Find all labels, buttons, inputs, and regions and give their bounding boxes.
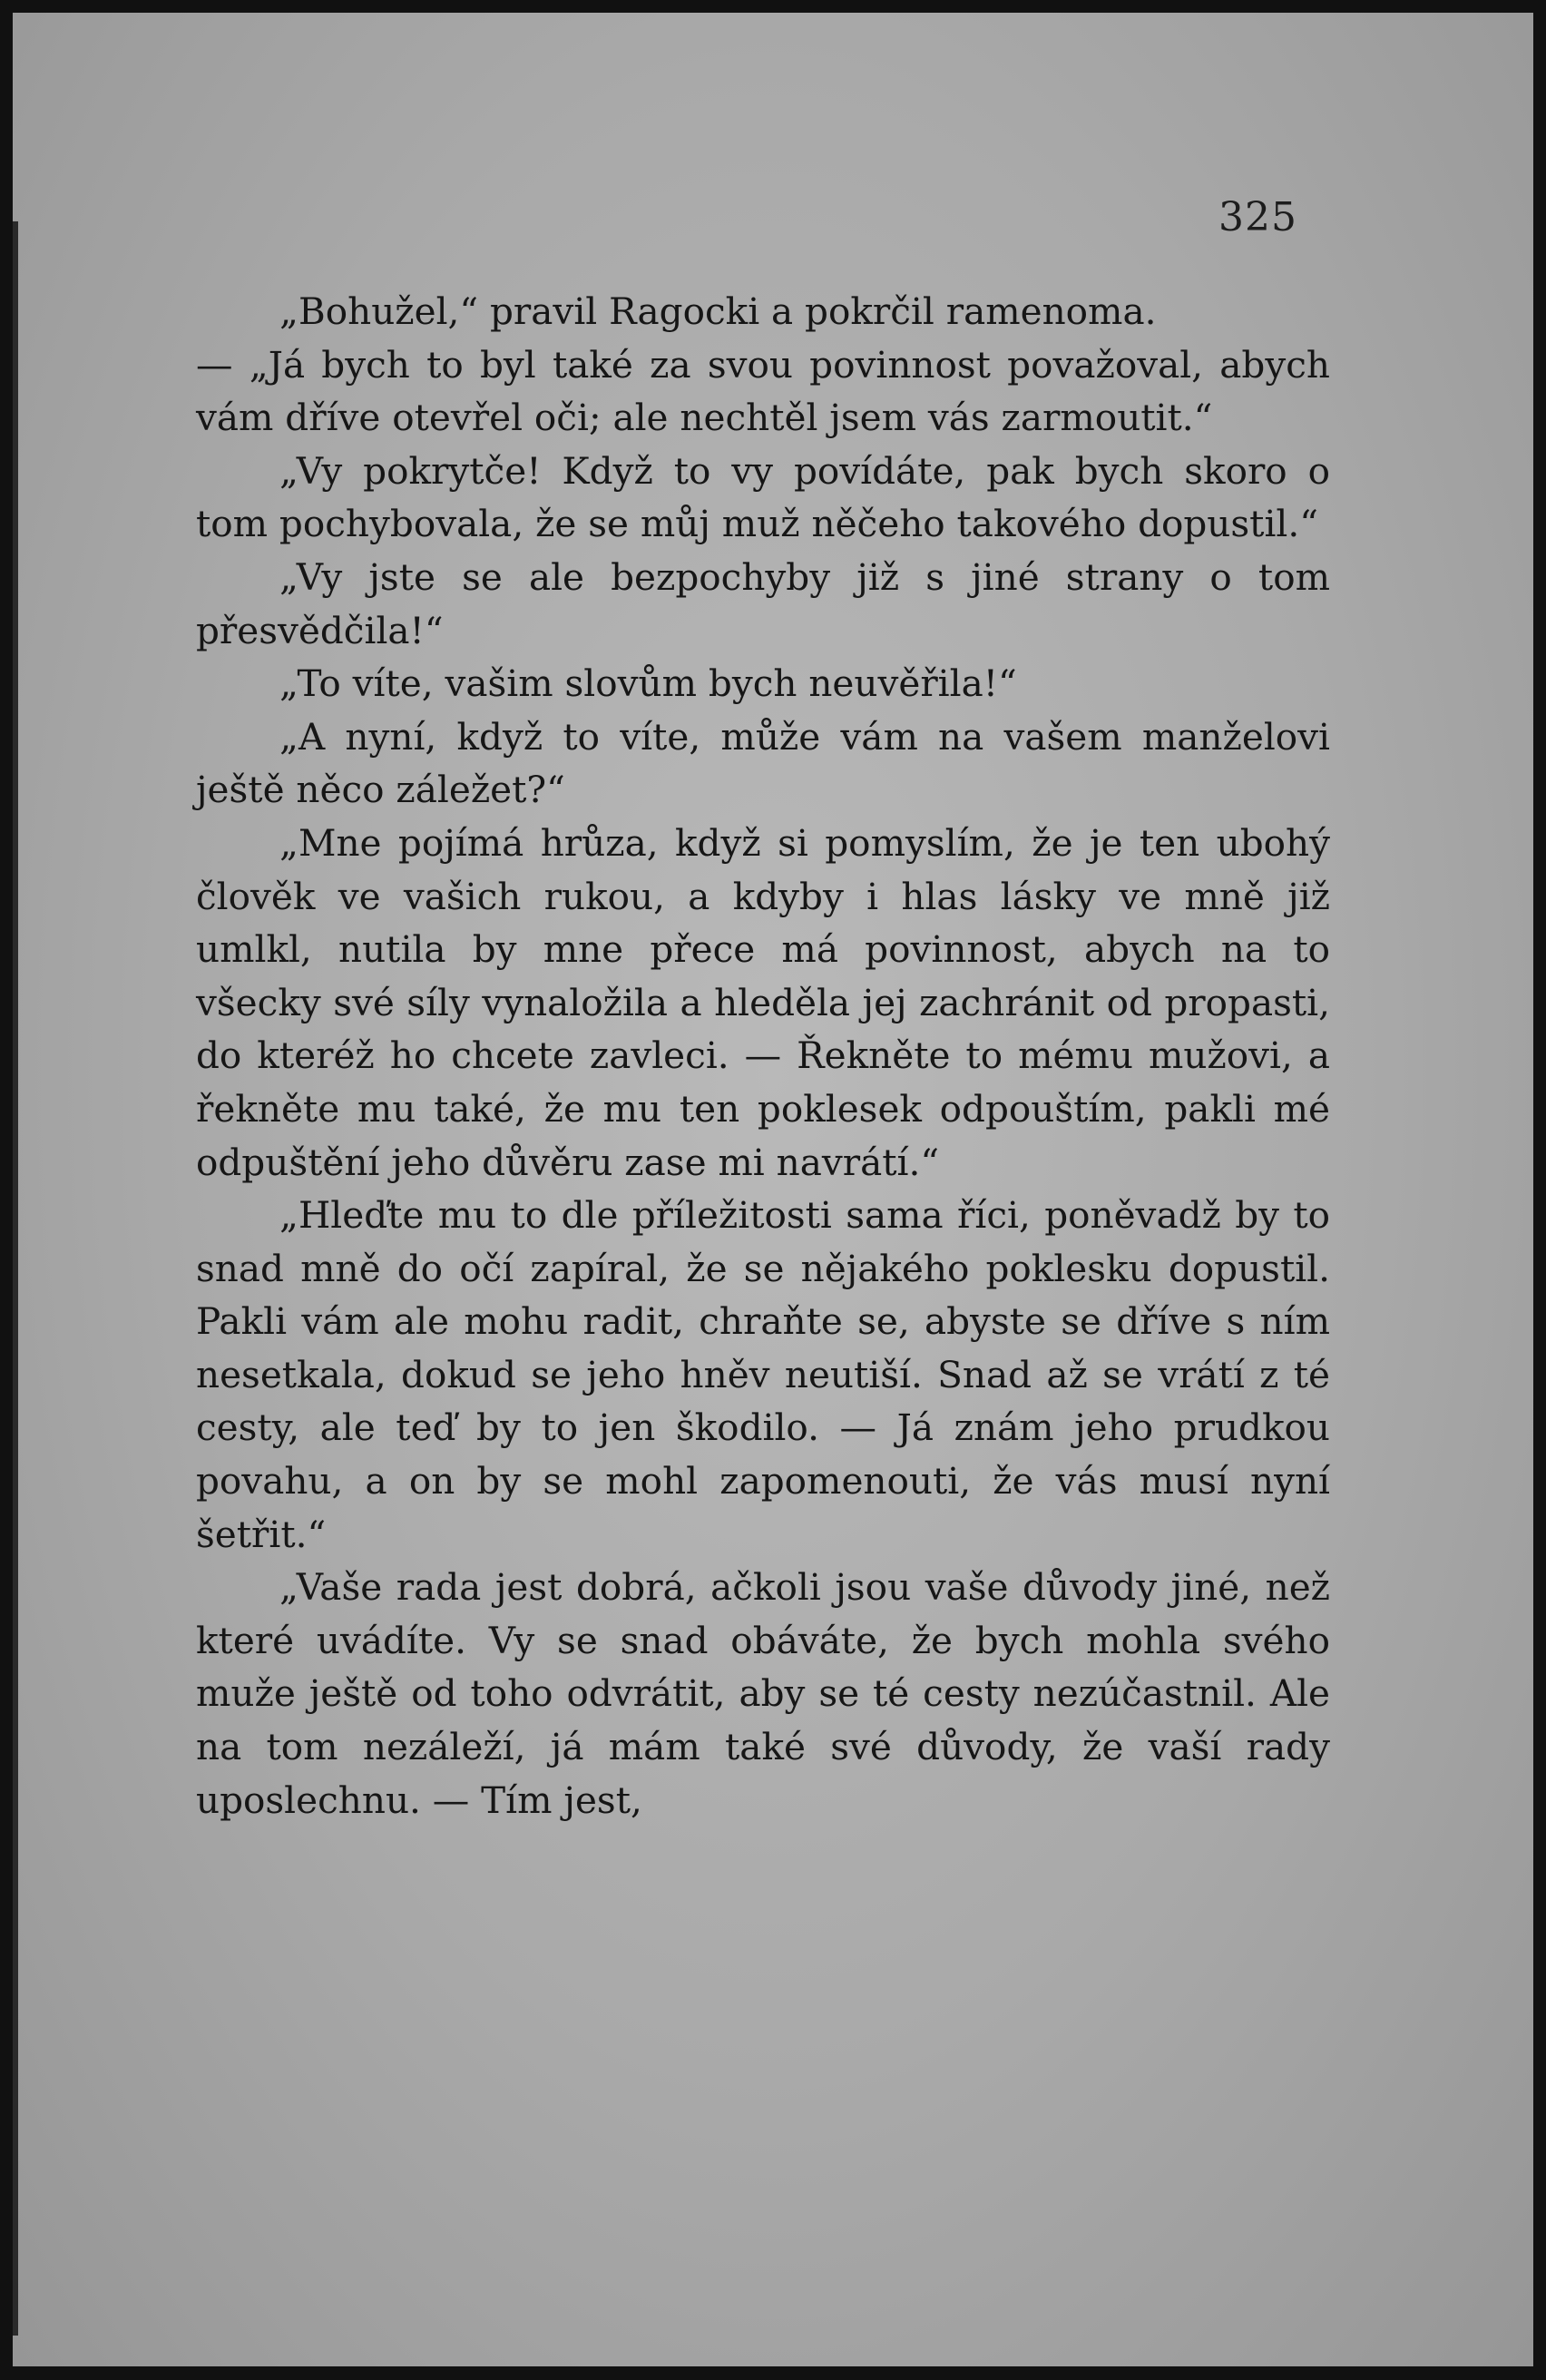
paragraph-9: „Vaše rada jest dobrá, ačkoli jsou vaše důvody jiné, než které uvádíte. Vy se snad obáváte, že bych mohla svého muže ještě od toho odvrátit, aby se té cesty nezúčastnil. Ale na tom nezáleží, já mám také své důvody, že vaší rady uposlechnu. — Tím jest, <box>196 1565 1330 1822</box>
paragraph-2: — „Já bych to byl také za svou povinnost považoval, abych vám dříve otevřel oči; ale nechtěl jsem vás zarmoutit.“ <box>196 342 1330 440</box>
body-text <box>196 285 1330 1827</box>
paragraph-3: „Vy pokrytče! Když to vy povídáte, pak bych skoro o tom pochybovala, že se můj muž něčeho takového dopustil.“ <box>196 448 1330 546</box>
paragraph-7: „Mne pojímá hrůza, když si pomyslím, že je ten ubohý člověk ve vašich rukou, a kdyby i hlas lásky ve mně již umlkl, nutila by mne přece má povinnost, abych na to všecky své síly vynaložila a hleděla jej zachránit od propasti, do kteréž ho chcete zavleci. — Řekněte to mému mužovi, a řekněte mu také, že mu ten poklesek odpouštím, pakli mé odpuštění jeho důvěru zase mi navrátí.“ <box>196 820 1330 1184</box>
book-page <box>13 13 1533 2366</box>
paragraph-8: „Hleďte mu to dle příležitosti sama říci, poněvadž by to snad mně do očí zapíral, že se nějakého poklesku dopustil. Pakli vám ale mohu radit, chraňte se, abyste se dříve s ním nesetkala, dokud se jeho hněv neutiší. Snad až se vrátí z té cesty, ale teď by to jen škodilo. — Já znám jeho prudkou povahu, a on by se mohl zapomenouti, že vás musí nyní šetřit.“ <box>196 1193 1330 1556</box>
page-spine-edge <box>13 221 18 2336</box>
paragraph-5: „To víte, vašim slovům bych neuvěřila!“ <box>279 661 1017 706</box>
paragraph-4: „Vy jste se ale bezpochyby již s jiné strany o tom přesvědčila!“ <box>196 554 1330 652</box>
paragraph-1: „Bohužel,“ pravil Ragocki a pokrčil ramenoma. <box>279 289 1157 333</box>
page-number: 325 <box>1218 194 1297 240</box>
paragraph-6: „A nyní, když to víte, může vám na vašem manželovi ještě něco záležet?“ <box>196 714 1330 812</box>
